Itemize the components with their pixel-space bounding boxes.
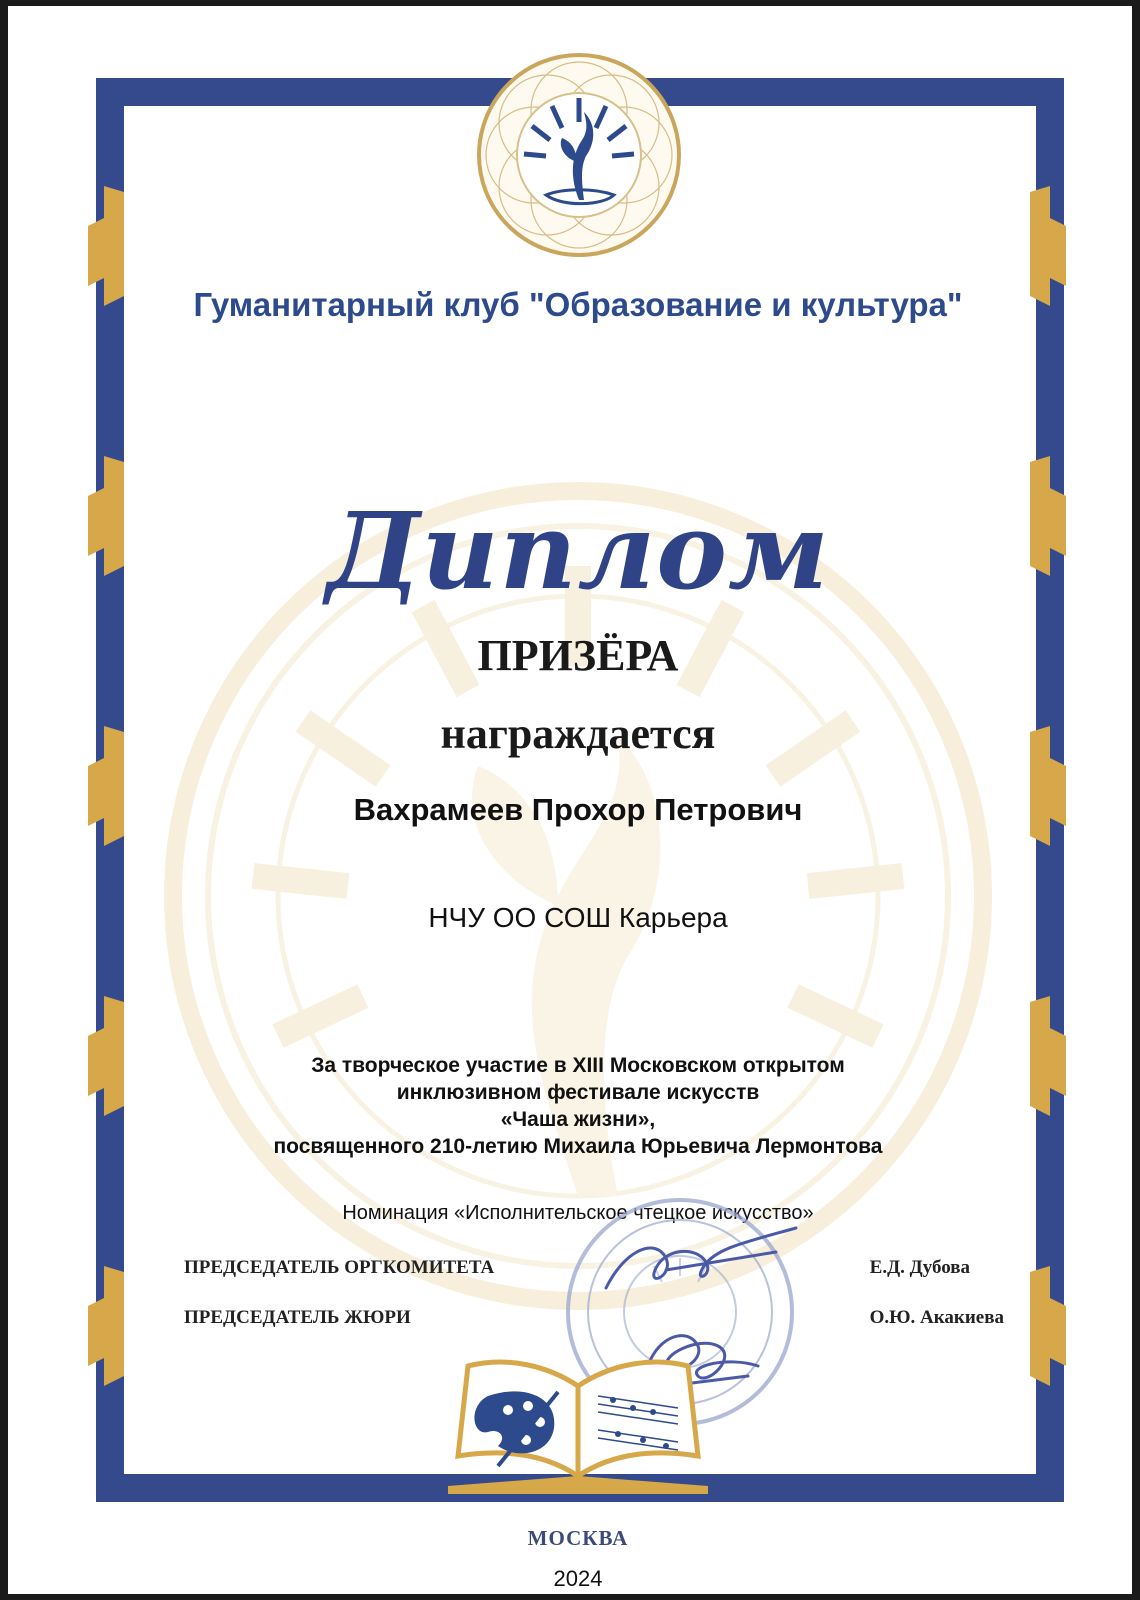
signature-name: О.Ю. Акакиева bbox=[869, 1307, 1004, 1328]
handwritten-signature bbox=[596, 1218, 806, 1308]
ribbon-icon bbox=[1022, 996, 1070, 1116]
reason-line: инклюзивном фестивале искусств bbox=[396, 1081, 760, 1104]
school-name: НЧУ ОО СОШ Карьера bbox=[428, 902, 728, 933]
diploma-subtitle: ПРИЗЁРА bbox=[477, 631, 679, 680]
ribbon-icon bbox=[84, 726, 132, 846]
signature-role: ПРЕДСЕДАТЕЛЬ ЖЮРИ bbox=[184, 1307, 411, 1328]
diploma-sheet bbox=[8, 6, 1132, 1594]
ribbon-icon bbox=[84, 1266, 132, 1386]
signature-role: ПРЕДСЕДАТЕЛЬ ОРГКОМИТЕТА bbox=[184, 1257, 495, 1278]
award-reason bbox=[168, 1052, 988, 1160]
reason-line: посвященного 210-летию Михаила Юрьевича Лермонтова bbox=[273, 1135, 883, 1158]
ribbon-icon bbox=[1022, 1266, 1070, 1386]
signature-name: Е.Д. Дубова bbox=[869, 1257, 970, 1278]
awarded-label: награждается bbox=[440, 709, 716, 758]
ribbon-icon bbox=[1022, 726, 1070, 846]
ribbon-icon bbox=[1022, 456, 1070, 576]
city-name: МОСКВА bbox=[527, 1526, 629, 1550]
year: 2024 bbox=[553, 1566, 603, 1591]
ribbon-icon bbox=[84, 996, 132, 1116]
open-book-icon bbox=[428, 1336, 728, 1496]
diploma-title: Диплом bbox=[326, 488, 830, 613]
nomination: Номинация «Исполнительское чтецкое искусство» bbox=[342, 1202, 814, 1224]
reason-line: За творческое участие в XIII Московском открытом bbox=[311, 1054, 845, 1077]
reason-line: «Чаша жизни», bbox=[500, 1108, 656, 1131]
signature-row-organizing bbox=[184, 1257, 1004, 1283]
organization-name: Гуманитарный клуб "Образование и культура" bbox=[193, 286, 963, 323]
club-emblem-icon bbox=[474, 50, 684, 260]
recipient-name: Вахрамеев Прохор Петрович bbox=[353, 792, 803, 827]
ribbon-icon bbox=[84, 456, 132, 576]
ribbon-icon bbox=[1022, 186, 1070, 306]
signature-row-jury bbox=[184, 1307, 1004, 1333]
ribbon-icon bbox=[84, 186, 132, 306]
